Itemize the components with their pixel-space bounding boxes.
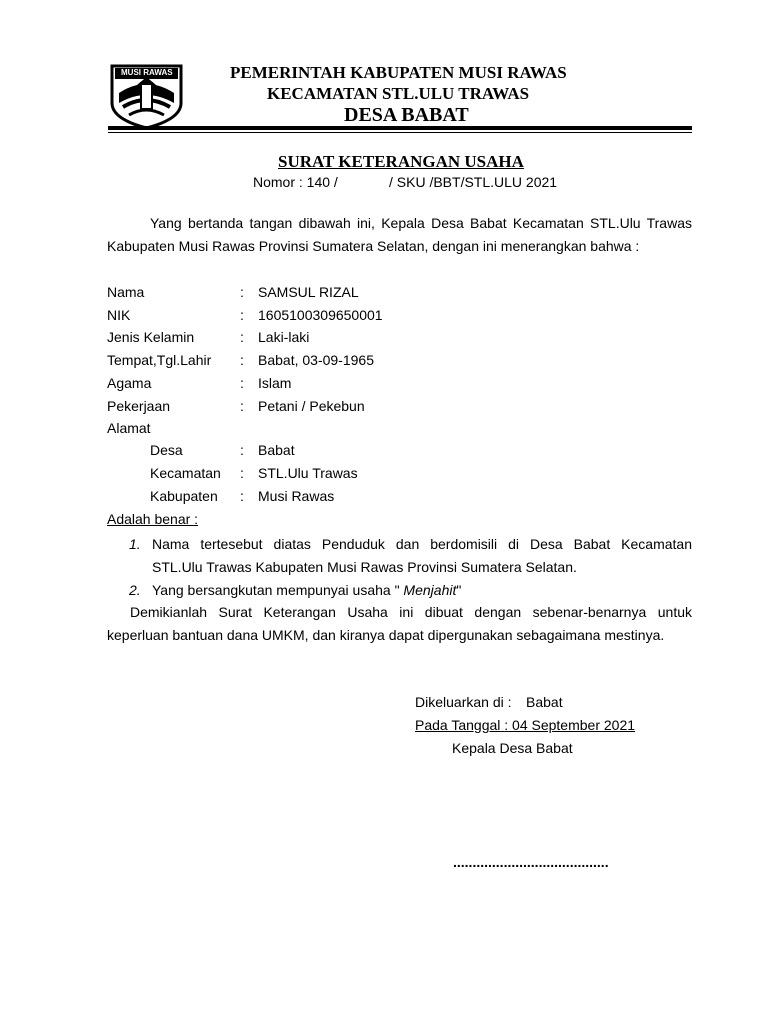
address-value-district: STL.Ulu Trawas xyxy=(258,465,358,481)
issued-at-label: Dikeluarkan di : xyxy=(415,694,512,710)
field-colon: : xyxy=(240,398,244,414)
issued-at-value: Babat xyxy=(526,694,563,710)
field-colon: : xyxy=(240,307,244,323)
intro-text: Yang bertanda tangan dibawah ini, Kepala Desa Babat Kecamatan STL.Ulu Trawas Kabupaten Musi Rawas Provinsi Sumatera Selatan, dengan ini menerangkan bahwa : xyxy=(107,215,692,254)
field-colon: : xyxy=(240,329,244,345)
statement-item-number: 2. xyxy=(129,582,141,598)
field-value-nik: 1605100309650001 xyxy=(258,307,383,323)
statement-item-2 xyxy=(152,579,461,602)
signer-position: Kepala Desa Babat xyxy=(452,740,573,756)
field-label-religion: Agama xyxy=(107,375,152,391)
statement-item-1-line1: Nama tertesebut diatas Penduduk dan berdomisili di Desa Babat Kecamatan xyxy=(152,536,692,552)
field-label-nik: NIK xyxy=(107,307,131,323)
date-row xyxy=(415,714,635,737)
field-value-occupation: Petani / Pekebun xyxy=(258,398,365,414)
field-value-birth: Babat, 03-09-1965 xyxy=(258,352,374,368)
field-colon: : xyxy=(240,465,244,481)
date-separator: : xyxy=(504,717,509,733)
address-label-regency: Kabupaten xyxy=(150,488,218,504)
address-label: Alamat xyxy=(107,420,151,436)
address-value-regency: Musi Rawas xyxy=(258,488,335,504)
signer-name-line: ........................................ xyxy=(453,854,609,870)
letterhead-rule-thick xyxy=(108,126,692,130)
date-value: 04 September 2021 xyxy=(512,717,636,733)
intro-paragraph xyxy=(107,212,692,258)
address-label-village: Desa xyxy=(150,442,183,458)
date-label: Pada Tanggal xyxy=(415,717,501,733)
document-number-prefix: Nomor : 140 / xyxy=(253,174,338,190)
field-label-birth: Tempat,Tgl.Lahir xyxy=(107,352,212,368)
statement-item-2-end: " xyxy=(456,582,462,598)
field-colon: : xyxy=(240,352,244,368)
field-value-nama: SAMSUL RIZAL xyxy=(258,284,359,300)
field-value-religion: Islam xyxy=(258,375,292,391)
field-colon: : xyxy=(240,375,244,391)
letterhead-line3: DESA BABAT xyxy=(344,104,469,126)
field-value-gender: Laki-laki xyxy=(258,329,310,345)
field-label-occupation: Pekerjaan xyxy=(107,398,171,414)
statement-heading: Adalah benar : xyxy=(107,511,199,527)
field-label-gender: Jenis Kelamin xyxy=(107,329,195,345)
statement-item-number: 1. xyxy=(129,536,141,552)
logo-text: MUSI RAWAS xyxy=(121,68,173,77)
document-title: SURAT KETERANGAN USAHA xyxy=(278,152,524,171)
closing-paragraph xyxy=(107,601,692,647)
field-colon: : xyxy=(240,488,244,504)
regency-logo xyxy=(109,63,184,130)
document-number-suffix: / SKU /BBT/STL.ULU 2021 xyxy=(389,174,558,190)
address-value-village: Babat xyxy=(258,442,295,458)
letterhead-rule-thin xyxy=(108,132,692,133)
letterhead-line1: PEMERINTAH KABUPATEN MUSI RAWAS xyxy=(230,63,567,82)
business-type: Menjahit xyxy=(399,582,457,598)
field-colon: : xyxy=(240,284,244,300)
letterhead-line2: KECAMATAN STL.ULU TRAWAS xyxy=(267,84,530,103)
address-label-district: Kecamatan xyxy=(150,465,221,481)
statement-item-2-text: Yang bersangkutan mempunyai usaha " xyxy=(152,582,400,598)
closing-text: Demikianlah Surat Keterangan Usaha ini dibuat dengan sebenar-benarnya untuk keperluan bantuan dana UMKM, dan kiranya dapat dipergunakan sebagaimana mestinya. xyxy=(107,604,692,643)
field-label-nama: Nama xyxy=(107,284,145,300)
field-colon: : xyxy=(240,442,244,458)
statement-item-1-line2: STL.Ulu Trawas Kabupaten Musi Rawas Provinsi Sumatera Selatan. xyxy=(152,559,577,575)
